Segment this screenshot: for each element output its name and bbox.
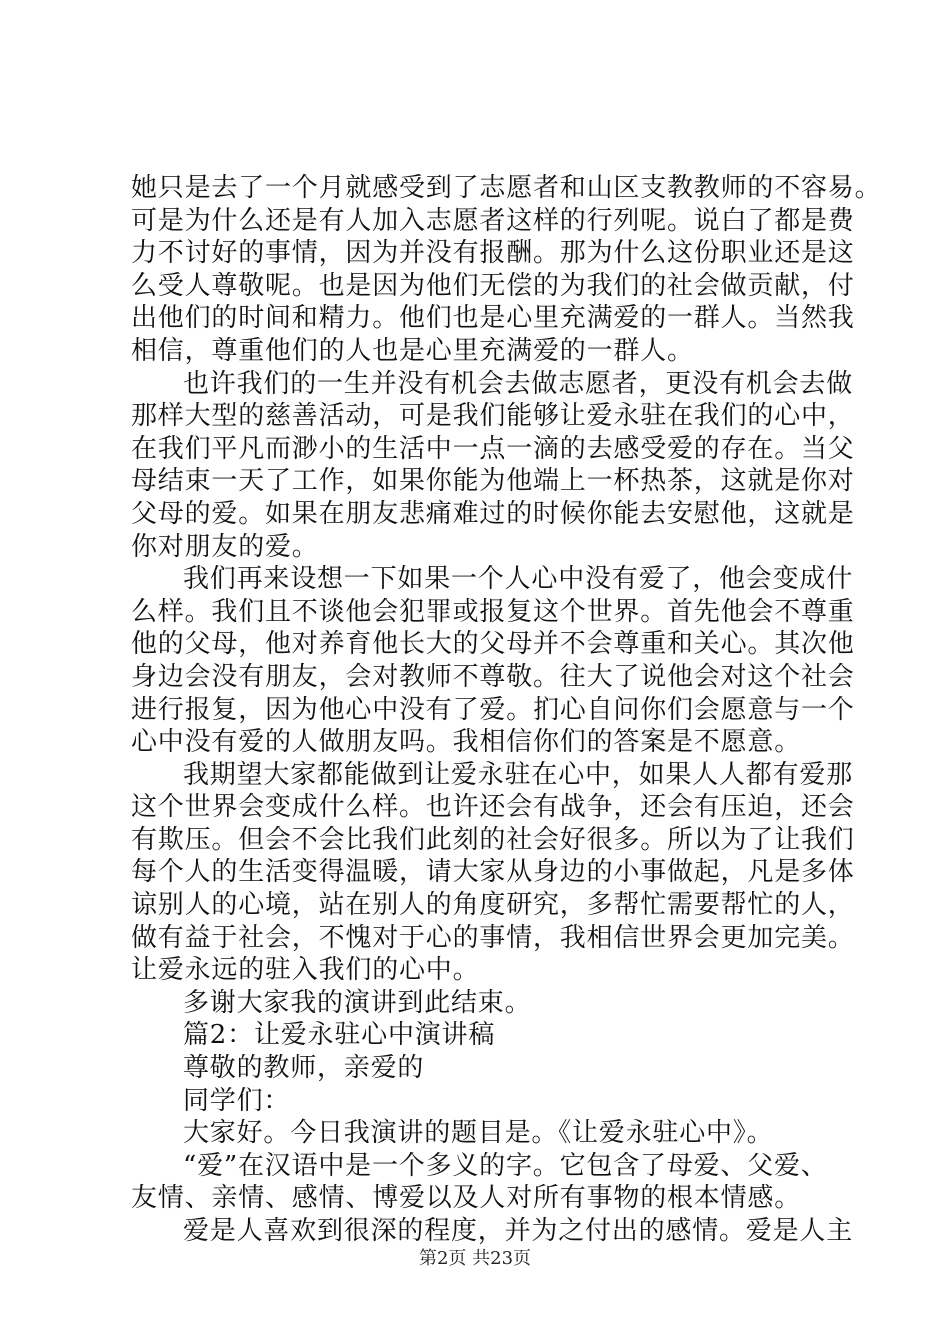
text-line: 身边会没有朋友，会对教师不尊敬。往大了说他会对这个社会 bbox=[131, 661, 855, 692]
text-line: 进行报复，因为他心中没有了爱。扪心自问你们会愿意与一个 bbox=[131, 694, 855, 725]
text-line: 他的父母，他对养育他长大的父母并不会尊重和关心。其次他 bbox=[131, 629, 855, 660]
text-line: 父母的爱。如果在朋友悲痛难过的时候你能去安慰他，这就是 bbox=[131, 498, 855, 529]
text-line: 谅别人的心境，站在别人的角度研究，多帮忙需要帮忙的人， bbox=[131, 890, 855, 921]
text-line: 心中没有爱的人做朋友吗。我相信你们的答案是不愿意。 bbox=[131, 727, 802, 758]
text-line: 那样大型的慈善活动，可是我们能够让爱永驻在我们的心中， bbox=[131, 401, 855, 432]
text-line: 大家好。今日我演讲的题目是。《让爱永驻心中》。 bbox=[183, 1118, 774, 1149]
text-line: 么样。我们且不谈他会犯罪或报复这个世界。首先他会不尊重 bbox=[131, 596, 855, 627]
body-text bbox=[131, 172, 882, 1248]
text-line: 每个人的生活变得温暖，请大家从身边的小事做起，凡是多体 bbox=[131, 857, 855, 888]
text-line: 尊敬的教师，亲爱的 bbox=[183, 1053, 425, 1084]
text-line: 可是为什么还是有人加入志愿者这样的行列呢。说白了都是费 bbox=[131, 205, 855, 236]
text-line: 让爱永远的驻入我们的心中。 bbox=[131, 955, 480, 986]
text-line: 么受人尊敬呢。也是因为他们无偿的为我们的社会做贡献，付 bbox=[131, 270, 855, 301]
text-line: 有欺压。但会不会比我们此刻的社会好很多。所以为了让我们 bbox=[131, 824, 855, 855]
text-line: 篇2：让爱永驻心中演讲稿 bbox=[183, 1020, 496, 1051]
text-line: 力不讨好的事情，因为并没有报酬。那为什么这份职业还是这 bbox=[131, 238, 855, 269]
text-line: 多谢大家我的演讲到此结束。 bbox=[183, 987, 532, 1018]
text-line: “爱”在汉语中是一个多义的字。它包含了母爱、父爱、 bbox=[183, 1150, 828, 1181]
text-line: 你对朋友的爱。 bbox=[131, 531, 319, 562]
text-line: 爱是人喜欢到很深的程度，并为之付出的感情。爱是人主 bbox=[183, 1216, 854, 1246]
text-line: 在我们平凡而渺小的生活中一点一滴的去感受爱的存在。当父 bbox=[131, 433, 855, 464]
text-line: 她只是去了一个月就感受到了志愿者和山区支教教师的不容易。 bbox=[131, 173, 882, 203]
text-line: 同学们： bbox=[183, 1085, 291, 1116]
text-line: 出他们的时间和精力。他们也是心里充满爱的一群人。当然我 bbox=[131, 303, 855, 334]
text-line: 这个世界会变成什么样。也许还会有战争，还会有压迫，还会 bbox=[131, 792, 855, 823]
text-line: 相信，尊重他们的人也是心里充满爱的一群人。 bbox=[131, 335, 694, 366]
page-footer: 第2页 共23页 bbox=[418, 1248, 532, 1269]
text-line: 友情、亲情、感情、博爱以及人对所有事物的根本情感。 bbox=[131, 1183, 802, 1214]
text-line: 母结束一天了工作，如果你能为他端上一杯热茶，这就是你对 bbox=[131, 466, 855, 497]
text-line: 我们再来设想一下如果一个人心中没有爱了，他会变成什 bbox=[183, 564, 854, 595]
text-line: 做有益于社会，不愧对于心的事情，我相信世界会更加完美。 bbox=[131, 922, 855, 953]
text-line: 也许我们的一生并没有机会去做志愿者，更没有机会去做 bbox=[183, 368, 854, 399]
text-line: 我期望大家都能做到让爱永驻在心中，如果人人都有爱那 bbox=[183, 759, 854, 790]
